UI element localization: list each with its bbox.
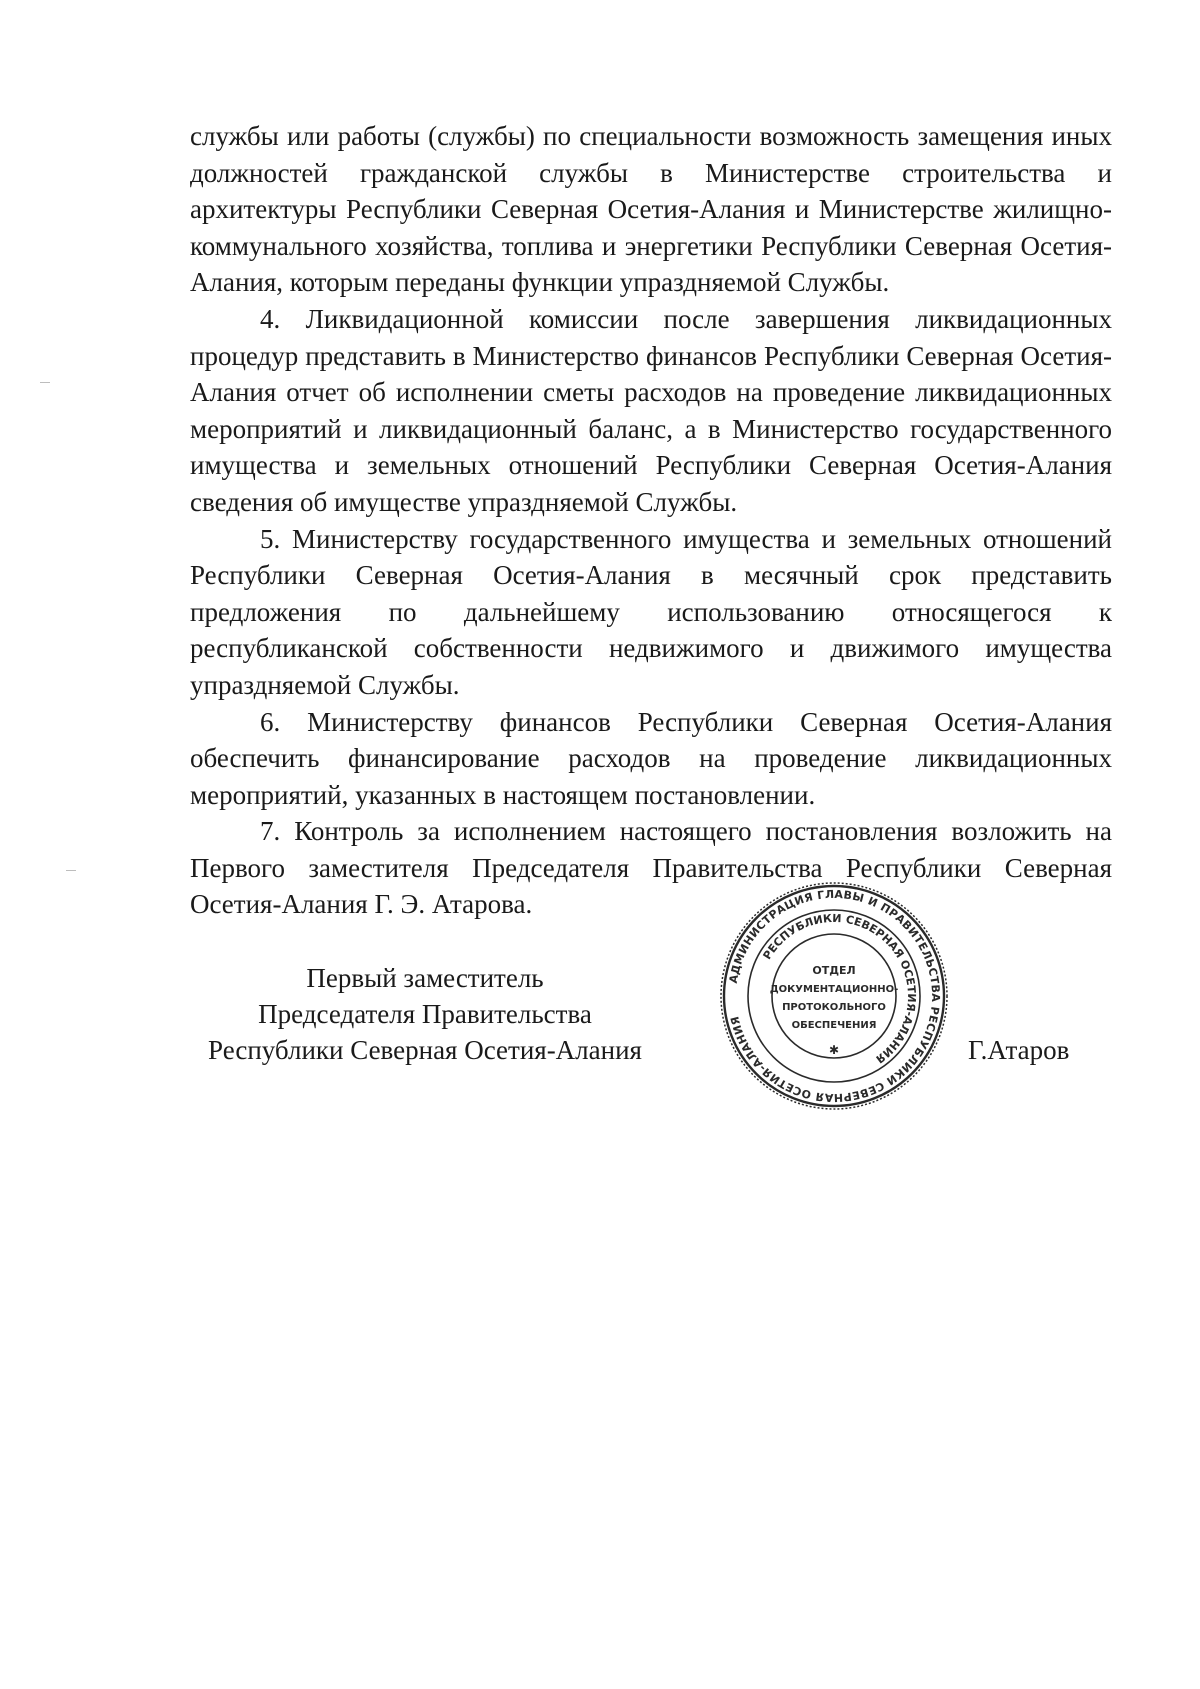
seal-outer-ring-text: АДМИНИСТРАЦИЯ ГЛАВЫ И ПРАВИТЕЛЬСТВА РЕСПУБЛИКИ СЕВЕРНАЯ ОСЕТИЯ-АЛАНИЯ: [726, 887, 943, 1105]
document-body: [190, 118, 1112, 923]
paragraph-item-4: 4. Ликвидационной комиссии после завершения ликвидационных процедур представить в Министерство финансов Республики Северная Осетия-Алания отчет об исполнении сметы расходов на проведение ликвидационных мероприятий и ликвидационный баланс, а в Министерство государственного имущества и земельных отношений Республики Северная Осетия-Алания сведения об имуществе упраздняемой Службы.: [190, 303, 1112, 517]
scan-artifact-mark: [66, 870, 76, 871]
seal-center-line: ОБЕСПЕЧЕНИЯ: [791, 1020, 877, 1031]
seal-center-line: ОТДЕЛ: [812, 964, 856, 977]
scan-artifact-mark: [40, 382, 50, 383]
paragraph-item-7: 7. Контроль за исполнением настоящего постановления возложить на Первого заместителя Председателя Правительства Республики Северная Осетия-Алания Г. Э. Атарова.: [190, 816, 1112, 920]
official-seal-stamp: [718, 880, 950, 1112]
seal-center-line: ПРОТОКОЛЬНОГО: [782, 1002, 886, 1013]
paragraph-item-6: 6. Министерству финансов Республики Северная Осетия-Алания обеспечить финансирование расходов на проведение ликвидационных мероприятий, указанных в настоящем постановлении.: [190, 706, 1112, 810]
paragraph-continuation: службы или работы (службы) по специальности возможность замещения иных должностей гражданской службы в Министерстве строительства и архитектуры Республики Северная Осетия-Алания и Министерстве жилищно-коммунального хозяйства, топлива и энергетики Республики Северная Осетия-Алания, которым переданы функции упраздняемой Службы.: [190, 121, 1112, 298]
seal-inner-ring-text: РЕСПУБЛИКИ СЕВЕРНАЯ ОСЕТИЯ-АЛАНИЯ: [760, 911, 919, 1066]
paragraph-item-5: 5. Министерству государственного имущества и земельных отношений Республики Северная Осетия-Алания в месячный срок представить предложения по дальнейшему использованию относящегося к республиканской собственности недвижимого и движимого имущества упраздняемой Службы.: [190, 523, 1112, 700]
signatory-name: Г.Атаров: [968, 1035, 1070, 1065]
signatory-position-line: Председателя Правительства: [258, 999, 592, 1029]
seal-star-icon: ✱: [828, 1043, 840, 1057]
signatory-position-line: Первый заместитель: [306, 963, 544, 993]
signatory-position-line: Республики Северная Осетия-Алания: [208, 1035, 642, 1065]
seal-center-line: ДОКУМЕНТАЦИОННО-: [769, 984, 899, 995]
signatory-position: [185, 960, 665, 1068]
